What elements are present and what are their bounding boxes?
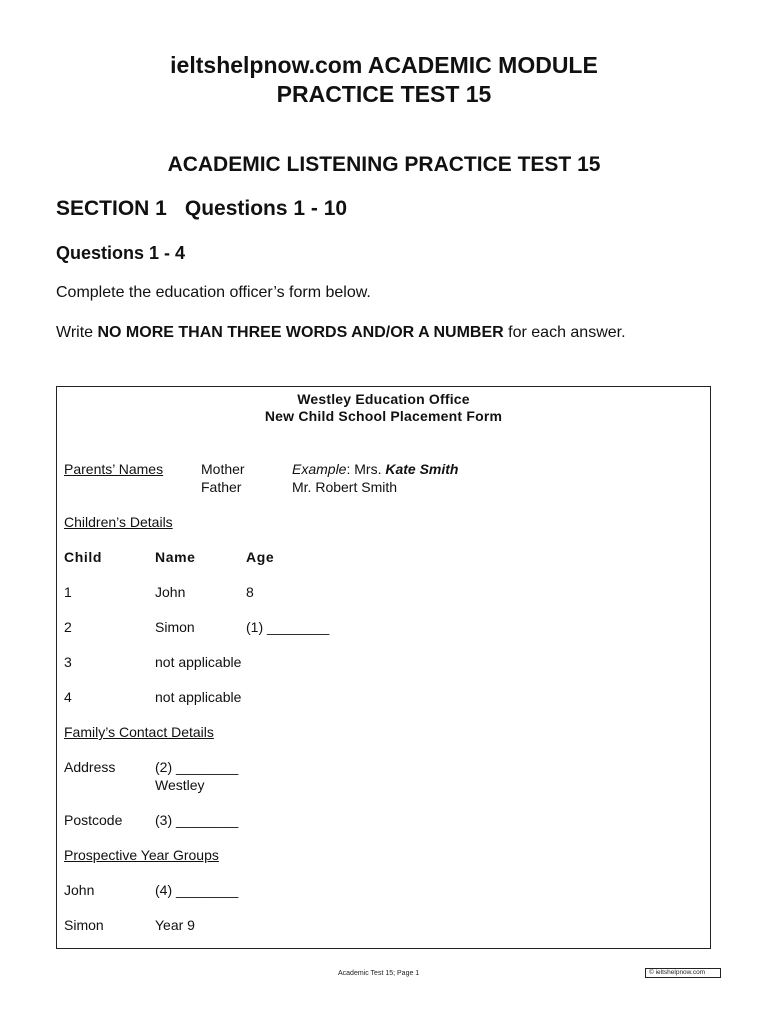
child-name: Simon — [155, 619, 195, 635]
example-colon: : Mrs. — [346, 461, 386, 477]
parents-names-label: Parents’ Names — [64, 461, 164, 477]
instruction-emphasis: NO MORE THAN THREE WORDS AND/OR A NUMBER — [97, 324, 504, 341]
column-name: Name — [155, 549, 196, 565]
document-title-line2: PRACTICE TEST 15 — [276, 81, 492, 107]
year-group-simon-value: Year 9 — [155, 917, 195, 933]
copyright-badge: © ieltshelpnow.com — [645, 968, 721, 978]
childrens-details-label: Children’s Details — [64, 514, 173, 530]
mother-example — [292, 460, 458, 478]
page-footer-label: Academic Test 15; Page 1 — [338, 970, 420, 977]
instruction-prefix: Write — [56, 324, 98, 341]
mother-name: Kate Smith — [385, 461, 459, 477]
child-number: 1 — [64, 584, 72, 600]
year-group-john-label: John — [64, 882, 95, 898]
year-group-simon-label: Simon — [64, 917, 104, 933]
child-age: 8 — [246, 584, 254, 600]
child-number: 2 — [64, 619, 72, 635]
contact-details-label: Family’s Contact Details — [64, 724, 214, 740]
instruction-line1: Complete the education officer’s form below. — [56, 284, 371, 301]
instruction-line2 — [56, 323, 626, 343]
questions-subrange: Questions 1 - 4 — [56, 243, 186, 263]
answer-blank-2: (2) ________ — [155, 759, 239, 775]
child-number: 4 — [64, 689, 72, 705]
child-name: not applicable — [155, 689, 242, 705]
document-title: ieltshelpnow.com ACADEMIC MODULE — [170, 52, 598, 78]
form-heading-title: New Child School Placement Form — [264, 408, 503, 424]
child-name: not applicable — [155, 654, 242, 670]
child-number: 3 — [64, 654, 72, 670]
father-name: Mr. Robert Smith — [292, 479, 398, 495]
section-questions: Questions 1 - 10 — [184, 197, 348, 220]
section-label: SECTION 1 — [56, 197, 167, 220]
instruction-suffix: for each answer. — [503, 324, 626, 341]
section-heading — [56, 195, 347, 223]
answer-blank-4: (4) ________ — [155, 882, 239, 898]
father-label: Father — [201, 479, 242, 495]
address-town: Westley — [155, 777, 205, 793]
postcode-label: Postcode — [64, 812, 123, 828]
column-child: Child — [64, 549, 102, 565]
placement-form — [56, 386, 711, 949]
form-heading-office: Westley Education Office — [297, 391, 470, 407]
column-age: Age — [246, 549, 275, 565]
child-name: John — [155, 584, 186, 600]
mother-label: Mother — [201, 461, 245, 477]
answer-blank-3: (3) ________ — [155, 812, 239, 828]
answer-blank-1: (1) ________ — [246, 619, 330, 635]
document-subtitle: ACADEMIC LISTENING PRACTICE TEST 15 — [167, 153, 601, 176]
year-groups-label: Prospective Year Groups — [64, 847, 219, 863]
address-label: Address — [64, 759, 116, 775]
example-label: Example — [292, 461, 347, 477]
